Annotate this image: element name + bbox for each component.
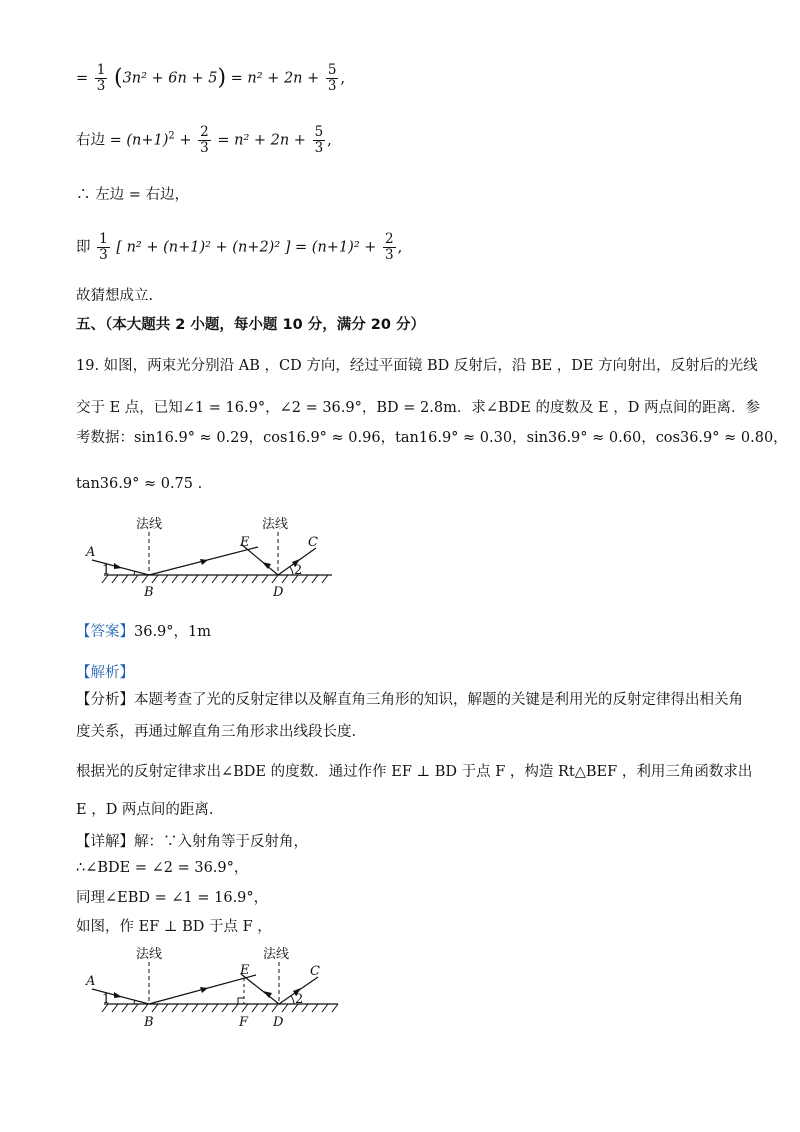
frac-num: 1 (96, 62, 106, 78)
conclusion-line (76, 286, 153, 306)
arrow-AB (114, 563, 122, 569)
label-normal-1: 法线 (136, 947, 163, 962)
frac-num: 5 (314, 124, 324, 140)
label-B: B (144, 585, 154, 600)
detail-line-4 (76, 917, 272, 937)
label-normal-1: 法线 (136, 517, 163, 532)
detail-text: 如图，作 EF ⊥ BD 于点 F ， (76, 919, 272, 935)
eq-inner: 3n² + 6n + 5 (122, 70, 218, 87)
arrow-AB (114, 992, 122, 998)
question-line-4 (76, 474, 202, 494)
section-title-text: 五、（本大题共 2 小题，每小题 10 分，满分 20 分） (76, 317, 425, 333)
detail-text: 解：∵入射角等于反射角， (134, 834, 308, 850)
label-A: A (86, 974, 96, 989)
analysis-tag-line (76, 663, 134, 683)
fraction-five-thirds (326, 63, 339, 94)
eq-mid: = n² + 2n + (230, 70, 320, 87)
fraction-two-thirds (383, 232, 396, 263)
paren-close: ) (217, 65, 227, 91)
fenxi-tag: 【分析】 (76, 692, 134, 708)
label-angle-2: 2 (294, 563, 303, 578)
label-angle-1: 1 (102, 563, 111, 578)
fraction-one-third (95, 63, 108, 94)
answer-text: 36.9°，1m (134, 624, 212, 640)
detail-line-1 (76, 832, 308, 852)
answer-line (76, 622, 211, 642)
detail-tag: 【详解】 (76, 834, 134, 850)
frac-num: 1 (99, 231, 108, 247)
equation-ji (76, 232, 402, 263)
label-E: E (240, 963, 250, 978)
frac-den: 3 (99, 247, 108, 263)
eq-exp: 2 (168, 130, 175, 142)
detail-line-2 (76, 858, 248, 878)
therefore-line (76, 185, 189, 205)
detail-text: 同理∠EBD = ∠1 = 16.9°， (76, 890, 269, 906)
question-text: 交于 E 点，已知∠1 = 16.9°，∠2 = 36.9°，BD = 2.8m．求∠BDE 的度数及 E ，D 两点间的距离．参 (76, 400, 760, 416)
frac-den: 3 (314, 140, 324, 156)
label-E: E (240, 535, 250, 550)
label-A: A (86, 545, 96, 560)
fenxi-text: 度关系，再通过解直角三角形求出线段长度. (76, 724, 357, 740)
method-text: E ，D 两点间的距离. (76, 802, 214, 818)
question-line-2 (76, 398, 760, 418)
method-text: 根据光的反射定律求出∠BDE 的度数．通过作作 EF ⊥ BD 于点 F ，构造 Rt△BEF ，利用三角函数求出 (76, 764, 753, 780)
paren-open: ( (113, 65, 123, 91)
answer-tag: 【答案】 (76, 624, 134, 640)
equation-top (76, 63, 345, 94)
analysis-fenxi-line-1 (76, 690, 743, 710)
question-line-1 (76, 356, 758, 376)
therefore-text: ∴ 左边 = 右边， (76, 187, 189, 203)
eq-prefix: = (76, 70, 89, 87)
label-angle-1: 1 (102, 992, 111, 1007)
question-line-3 (76, 428, 788, 448)
label-C: C (308, 535, 318, 550)
angle-arc-2 (291, 996, 294, 1004)
frac-num: 2 (385, 231, 394, 247)
eq-mid: = n² + 2n + (217, 132, 306, 149)
eq-label: 即 (76, 239, 91, 256)
fraction-one-third (97, 232, 110, 263)
fraction-two-thirds (198, 125, 211, 156)
label-C: C (310, 964, 320, 979)
eq-tail: , (327, 132, 332, 149)
question-text: tan36.9° ≈ 0.75 . (76, 476, 203, 492)
detail-line-3 (76, 888, 268, 908)
label-D: D (273, 585, 284, 600)
frac-den: 3 (385, 247, 394, 263)
label-F: F (239, 1015, 249, 1030)
frac-num: 5 (327, 62, 337, 78)
frac-num: 2 (200, 124, 209, 140)
analysis-method-line-2 (76, 800, 214, 820)
fenxi-text: 本题考查了光的反射定律以及解直角三角形的知识，解题的关键是利用光的反射定律得出相关角 (134, 692, 743, 708)
eq-base: (n+1) (126, 132, 169, 149)
analysis-method-line-1 (76, 762, 752, 782)
question-text: 19. 如图，两束光分别沿 AB ，CD 方向，经过平面镜 BD 反射后，沿 BE ，DE 方向射出，反射后的光线 (76, 358, 758, 374)
eq-bracket: [ n² + (n+1)² + (n+2)² ] (116, 239, 291, 256)
analysis-fenxi-line-2 (76, 722, 356, 742)
ray-ED-ext (241, 974, 279, 1004)
label-B: B (144, 1015, 154, 1030)
frac-den: 3 (327, 78, 337, 94)
analysis-tag: 【解析】 (76, 665, 134, 681)
frac-den: 3 (96, 78, 106, 94)
frac-den: 3 (200, 140, 209, 156)
label-normal-2: 法线 (262, 517, 289, 532)
angle-arc-2 (290, 567, 293, 575)
label-normal-2: 法线 (263, 947, 290, 962)
eq-plus: + (179, 132, 192, 149)
fraction-five-thirds (313, 125, 326, 156)
right-angle-mark (238, 998, 244, 1004)
eq-tail: , (397, 239, 403, 256)
eq-mid: = (n+1)² + (295, 239, 377, 256)
detail-text: ∴∠BDE = ∠2 = 36.9°， (76, 860, 249, 876)
arrow-BE (200, 559, 208, 565)
section-title (76, 315, 425, 335)
reflection-diagram-1 (76, 512, 336, 602)
label-D: D (273, 1015, 284, 1030)
conclusion-text: 故猜想成立. (76, 288, 154, 304)
reflection-diagram-2 (76, 942, 346, 1034)
label-angle-2: 2 (295, 992, 304, 1007)
eq-tail: , (340, 70, 346, 87)
equation-right-side (76, 125, 332, 156)
question-text: 考数据：sin16.9° ≈ 0.29，cos16.9° ≈ 0.96，tan16.9° ≈ 0.30，sin36.9° ≈ 0.60，cos36.9° ≈ 0.80， (76, 430, 788, 446)
arrow-BE (200, 987, 208, 993)
eq-label: 右边 = (76, 132, 122, 149)
